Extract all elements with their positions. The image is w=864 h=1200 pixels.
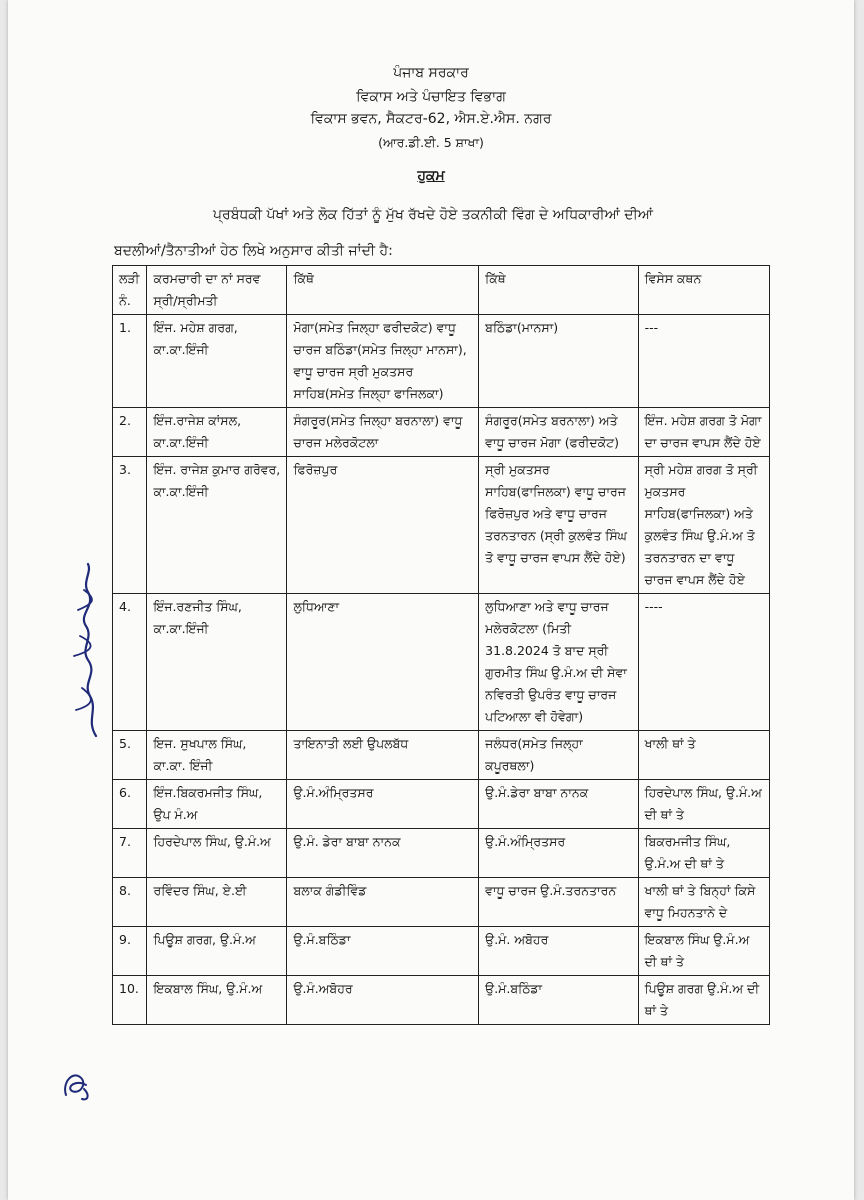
- handwritten-signature: [68, 560, 108, 740]
- cell-from: ਫਿਰੋਜ਼ਪੁਰ: [287, 457, 479, 594]
- table-row: [113, 829, 770, 878]
- header-remarks: ਵਿਸੇਸ ਕਥਨ: [638, 266, 769, 315]
- cell-serial: 8.: [113, 878, 147, 927]
- cell-name: ਇਕਬਾਲ ਸਿੰਘ, ਉ.ਮੰ.ਅ: [147, 976, 287, 1025]
- table-row: [113, 315, 770, 408]
- cell-serial: 2.: [113, 408, 147, 457]
- table-header-row: [113, 266, 770, 315]
- table-row: [113, 408, 770, 457]
- cell-name: ਇਜ. ਸੁਖਪਾਲ ਸਿੰਘ, ਕਾ.ਕਾ. ਇੰਜੀ: [147, 731, 287, 780]
- table-row: [113, 780, 770, 829]
- table-row: [113, 976, 770, 1025]
- header-government: ਪੰਜਾਬ ਸਰਕਾਰ: [393, 65, 469, 81]
- cell-name: ਇੰਜ. ਰਾਜੇਸ਼ ਕੁਮਾਰ ਗਰੋਵਰ, ਕਾ.ਕਾ.ਇੰਜੀ: [147, 457, 287, 594]
- header-from: ਕਿੱਥੋ: [287, 266, 479, 315]
- cell-serial: 9.: [113, 927, 147, 976]
- cell-to: ਉ.ਮੰ.ਅੰਮ੍ਰਿਤਸਰ: [479, 829, 638, 878]
- cell-serial: 4.: [113, 594, 147, 731]
- document-page: [8, 0, 854, 1200]
- cell-to: ਜਲੰਧਰ(ਸਮੇਤ ਜਿਲ੍ਹਾ ਕਪੂਰਥਲਾ): [479, 731, 638, 780]
- cell-remarks: ਪਿਊਸ਼ ਗਰਗ ਉ.ਮੰ.ਅ ਦੀ ਥਾਂ ਤੇ: [638, 976, 769, 1025]
- cell-remarks: ਸ੍ਰੀ ਮਹੇਸ਼ ਗਰਗ ਤੋ ਸ੍ਰੀ ਮੁਕਤਸਰ ਸਾਹਿਬ(ਫਾਜਿਲਕਾ) ਅਤੇ ਕੁਲਵੰਤ ਸਿੰਘ ਉ.ਮੰ.ਅ ਤੋ ਤਰਨਤਾਰਨ ਦਾ ਵਾਧੂ ਚਾਰਜ ਵਾਪਸ ਲੈਂਦੇ ਹੋਏ: [638, 457, 769, 594]
- cell-from: ਮੋਗਾ(ਸਮੇਤ ਜਿਲ੍ਹਾ ਫਰੀਦਕੋਟ) ਵਾਧੂ ਚਾਰਜ ਬਠਿੰਡਾ(ਸਮੇਤ ਜਿਲ੍ਹਾ ਮਾਨਸਾ), ਵਾਧੂ ਚਾਰਜ ਸ੍ਰੀ ਮੁਕਤਸਰ ਸਾਹਿਬ(ਸਮੇਤ ਜਿਲ੍ਹਾ ਫਾਜਿਲਕਾ): [287, 315, 479, 408]
- table-row: [113, 878, 770, 927]
- cell-from: ਤਾਇਨਾਤੀ ਲਈ ਉਪਲਬੱਧ: [287, 731, 479, 780]
- intro-paragraph-line1: ਪ੍ਰਬੰਧਕੀ ਪੱਖਾਂ ਅਤੇ ਲੋਕ ਹਿੱਤਾਂ ਨੂੰ ਮੁੱਖ ਰੱਖਦੇ ਹੋਏ ਤਕਨੀਕੀ ਵਿੰਗ ਦੇ ਅਧਿਕਾਰੀਆਂ ਦੀਆਂ: [213, 207, 654, 223]
- cell-to: ਉ.ਮੰ. ਅਬੋਹਰ: [479, 927, 638, 976]
- cell-name: ਹਿਰਦੇਪਾਲ ਸਿੰਘ, ਉ.ਮੰ.ਅ: [147, 829, 287, 878]
- cell-remarks: ---: [638, 315, 769, 408]
- header-serial: ਲੜੀ ਨੰ.: [113, 266, 147, 315]
- cell-from: ਉ.ਮੰ.ਅੰਮ੍ਰਿਤਸਰ: [287, 780, 479, 829]
- cell-serial: 3.: [113, 457, 147, 594]
- order-title: ਹੁਕਮ: [417, 168, 445, 184]
- cell-serial: 10.: [113, 976, 147, 1025]
- header-employee-name: ਕਰਮਚਾਰੀ ਦਾ ਨਾਂ ਸਰਵ ਸ੍ਰੀ/ਸ੍ਰੀਮਤੀ: [147, 266, 287, 315]
- cell-name: ਇੰਜ.ਰਣਜੀਤ ਸਿੰਘ, ਕਾ.ਕਾ.ਇੰਜੀ: [147, 594, 287, 731]
- cell-from: ਉ.ਮੰ.ਅਬੋਹਰ: [287, 976, 479, 1025]
- cell-to: ਸੰਗਰੂਰ(ਸਮੇਤ ਬਰਨਾਲਾ) ਅਤੇ ਵਾਧੂ ਚਾਰਜ ਮੋਗਾ (ਫਰੀਦਕੋਟ): [479, 408, 638, 457]
- cell-remarks: ਬਿਕਰਮਜੀਤ ਸਿੰਘ, ਉ.ਮੰ.ਅ ਦੀ ਥਾਂ ਤੇ: [638, 829, 769, 878]
- cell-to: ਵਾਧੂ ਚਾਰਜ ਉ.ਮੰ.ਤਰਨਤਾਰਨ: [479, 878, 638, 927]
- initials-mark: [58, 1065, 98, 1105]
- cell-to: ਸ੍ਰੀ ਮੁਕਤਸਰ ਸਾਹਿਬ(ਫਾਜਿਲਕਾ) ਵਾਧੂ ਚਾਰਜ ਫਿਰੋਜ਼ਪੁਰ ਅਤੇ ਵਾਧੂ ਚਾਰਜ ਤਰਨਤਾਰਨ (ਸ੍ਰੀ ਕੁਲਵੰਤ ਸਿੰਘ ਤੋ ਵਾਧੂ ਚਾਰਜ ਵਾਪਸ ਲੈਂਦੇ ਹੋਏ): [479, 457, 638, 594]
- cell-to: ਲੁਧਿਆਣਾ ਅਤੇ ਵਾਧੂ ਚਾਰਜ ਮਲੇਰਕੋਟਲਾ (ਮਿਤੀ 31.8.2024 ਤੋ ਬਾਦ ਸ੍ਰੀ ਗੁਰਮੀਤ ਸਿੰਘ ਉ.ਮੰ.ਅ ਦੀ ਸੇਵਾ ਨਵਿਰਤੀ ਉਪਰੰਤ ਵਾਧੂ ਚਾਰਜ ਪਟਿਆਲਾ ਵੀ ਹੋਵੇਗਾ): [479, 594, 638, 731]
- cell-remarks: ----: [638, 594, 769, 731]
- cell-from: ਸੰਗਰੂਰ(ਸਮੇਤ ਜਿਲ੍ਹਾ ਬਰਨਾਲਾ) ਵਾਧੂ ਚਾਰਜ ਮਲੇਰਕੋਟਲਾ: [287, 408, 479, 457]
- cell-name: ਇੰਜ. ਮਹੇਸ਼ ਗਰਗ, ਕਾ.ਕਾ.ਇੰਜੀ: [147, 315, 287, 408]
- cell-serial: 6.: [113, 780, 147, 829]
- cell-to: ਉ.ਮੰ.ਡੇਰਾ ਬਾਬਾ ਨਾਨਕ: [479, 780, 638, 829]
- table-row: [113, 594, 770, 731]
- cell-from: ਉ.ਮੰ.ਬਠਿੰਡਾ: [287, 927, 479, 976]
- cell-serial: 5.: [113, 731, 147, 780]
- table-row: [113, 927, 770, 976]
- transfer-orders-table: [112, 265, 770, 1025]
- cell-serial: 7.: [113, 829, 147, 878]
- table-row: [113, 457, 770, 594]
- table-row: [113, 731, 770, 780]
- cell-name: ਇੰਜ.ਰਾਜੇਸ਼ ਕਾਂਸਲ, ਕਾ.ਕਾ.ਇੰਜੀ: [147, 408, 287, 457]
- cell-remarks: ਇੰਜ. ਮਹੇਸ਼ ਗਰਗ ਤੋ ਮੋਗਾ ਦਾ ਚਾਰਜ ਵਾਪਸ ਲੈਂਦੇ ਹੋਏ: [638, 408, 769, 457]
- cell-to: ਉ.ਮੰ.ਬਠਿੰਡਾ: [479, 976, 638, 1025]
- header-branch: (ਆਰ.ਡੀ.ਈ. 5 ਸ਼ਾਖਾ): [378, 135, 484, 150]
- cell-remarks: ਖਾਲੀ ਥਾਂ ਤੇ: [638, 731, 769, 780]
- cell-from: ਬਲਾਕ ਗੰਡੀਵਿੰਡ: [287, 878, 479, 927]
- header-address: ਵਿਕਾਸ ਭਵਨ, ਸੈਕਟਰ-62, ਐਸ.ਏ.ਐਸ. ਨਗਰ: [310, 111, 552, 127]
- cell-remarks: ਖਾਲੀ ਥਾਂ ਤੇ ਬਿਨ੍ਹਾਂ ਕਿਸੇ ਵਾਧੂ ਮਿਹਨਤਾਨੇ ਦੇ: [638, 878, 769, 927]
- header-to: ਕਿੱਥੇ: [479, 266, 638, 315]
- cell-serial: 1.: [113, 315, 147, 408]
- cell-name: ਇੰਜ.ਬਿਕਰਮਜੀਤ ਸਿੰਘ, ਉਪ ਮੰ.ਅ: [147, 780, 287, 829]
- cell-from: ਉ.ਮੰ. ਡੇਰਾ ਬਾਬਾ ਨਾਨਕ: [287, 829, 479, 878]
- cell-remarks: ਹਿਰਦੇਪਾਲ ਸਿੰਘ, ਉ.ਮੰ.ਅ ਦੀ ਥਾਂ ਤੇ: [638, 780, 769, 829]
- header-department: ਵਿਕਾਸ ਅਤੇ ਪੰਚਾਇਤ ਵਿਭਾਗ: [356, 89, 506, 105]
- cell-name: ਰਵਿੰਦਰ ਸਿੰਘ, ਏ.ਈ: [147, 878, 287, 927]
- cell-remarks: ਇਕਬਾਲ ਸਿੰਘ ਉ.ਮੰ.ਅ ਦੀ ਥਾਂ ਤੇ: [638, 927, 769, 976]
- cell-name: ਪਿਊਸ਼ ਗਰਗ, ਉ.ਮੰ.ਅ: [147, 927, 287, 976]
- intro-paragraph-line2: ਬਦਲੀਆਂ/ਤੈਨਾਤੀਆਂ ਹੇਠ ਲਿਖੇ ਅਨੁਸਾਰ ਕੀਤੀ ਜਾਂਦੀ ਹੈ:: [114, 243, 393, 259]
- cell-from: ਲੁਧਿਆਣਾ: [287, 594, 479, 731]
- cell-to: ਬਠਿੰਡਾ(ਮਾਨਸਾ): [479, 315, 638, 408]
